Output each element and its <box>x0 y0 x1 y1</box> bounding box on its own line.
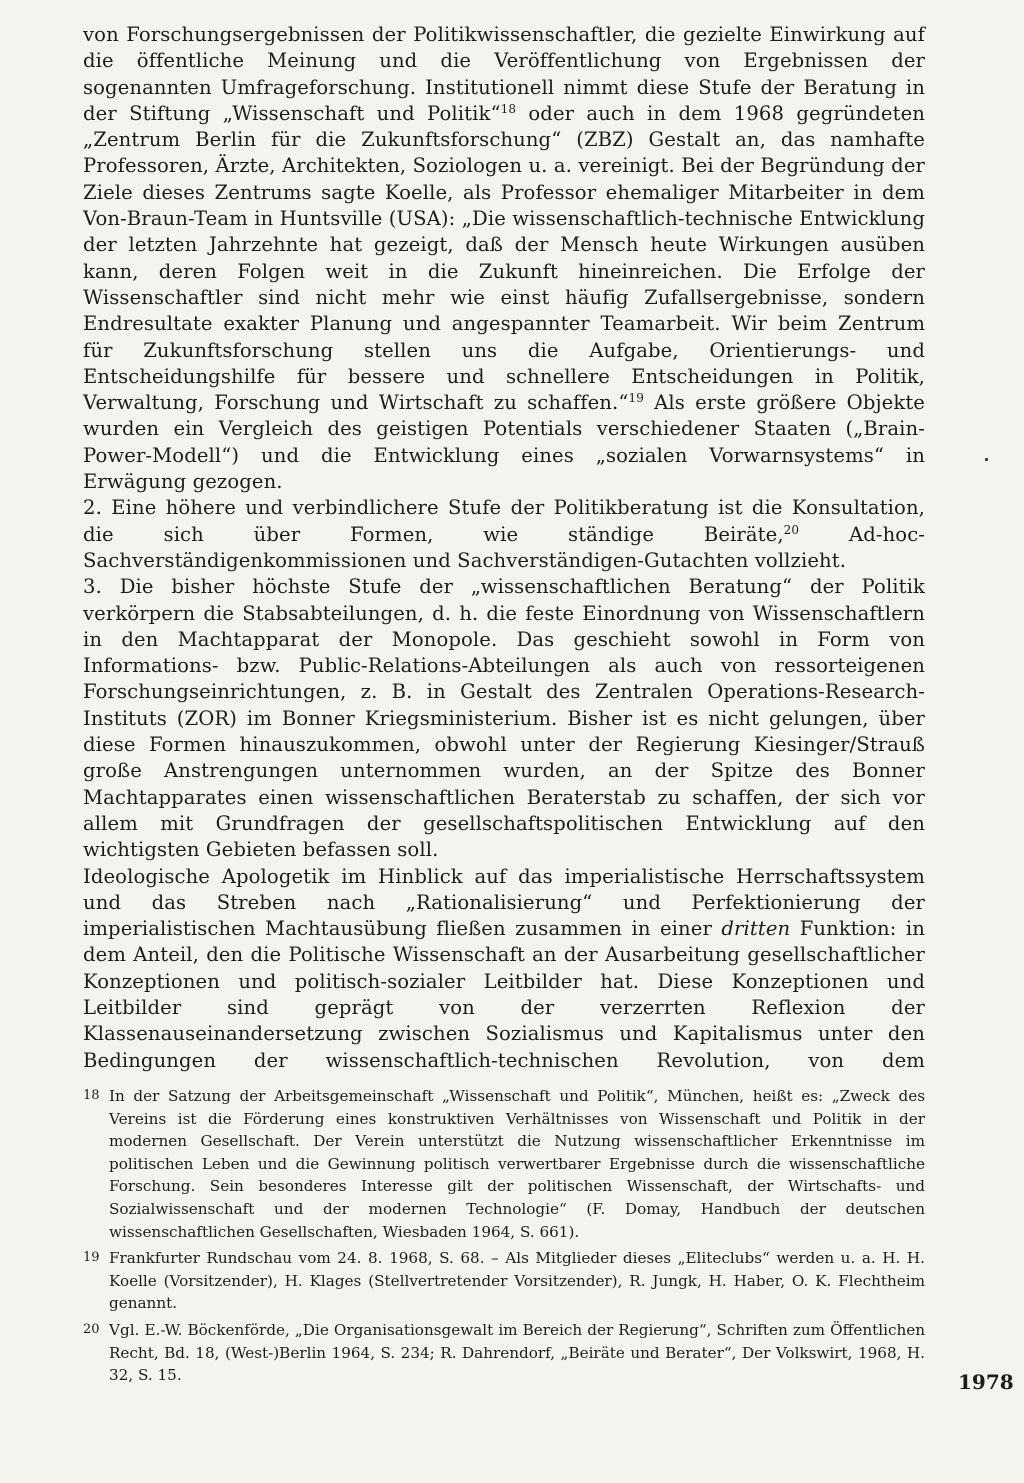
paragraph <box>83 495 925 574</box>
footnote <box>83 1319 925 1387</box>
margin-mark <box>985 458 988 461</box>
text-run: oder auch in dem 1968 gegründeten „Zentrum Berlin für die Zukunftsforschung“ (ZBZ) Gestalt an, das namhafte Professoren, Ärzte, Architekten, Soziologen u. a. vereinigt. Bei der Begründung der Ziele dieses Zentrums sagte Koelle, als Professor ehemaliger Mitarbeiter in dem Von-Braun-Team in Huntsville (USA): „Die wissenschaftlich-technische Entwicklung der letzten Jahrzehnte hat gezeigt, daß der Mensch heute Wirkungen ausüben kann, deren Folgen weit in die Zukunft hineinreichen. Die Erfolge der Wissenschaftler sind nicht mehr wie einst häufig Zufallsergebnisse, sondern Endresultate exakter Planung und angespannter Teamarbeit. Wir beim Zentrum für Zukunftsforschung stellen uns die Aufgabe, Orientierungs- und Entscheidungshilfe für bessere und schnellere Entscheidungen in Politik, Verwaltung, Forschung und Wirtschaft zu schaffen.“ <box>83 101 925 415</box>
page-body <box>83 22 925 1074</box>
footnote-reference: 18 <box>500 101 517 116</box>
footnote-reference: 19 <box>628 391 644 406</box>
paragraph <box>83 574 925 863</box>
footnote-number: 18 <box>83 1088 100 1103</box>
text-run: 2. Eine höhere und verbindlichere Stufe der Politikberatung ist die Konsultation, die sich über Formen, wie ständige Beiräte, <box>83 496 925 546</box>
page-number: 1978 <box>958 1370 1014 1394</box>
text-run: Funktion: in dem Anteil, den die Politische Wissenschaft an der Ausarbeitung gesellschaftlicher Konzeptionen und politisch-sozialer Leitbilder hat. Diese Konzeptionen und Leitbilder sind geprägt von der verzerrten Reflexion der Klassenauseinandersetzung zwischen Sozialismus und Kapitalismus unter den Bedingungen der wissenschaftlich-technischen Revolution, von dem <box>83 917 925 1072</box>
footnote-reference: 20 <box>783 522 800 537</box>
footnotes <box>83 1085 925 1391</box>
footnote-number: 19 <box>83 1250 100 1266</box>
text-run: Als erste größere Objekte wurden ein Vergleich des geistigen Potentials verschiedener Staaten („Brain-Power-Modell“) und die Entwicklung eines „sozialen Vorwarnsystems“ in Erwägung gezogen. <box>83 391 925 494</box>
text-run: Ad-hoc-Sachverständigenkommissionen und Sachverständigen-Gutachten vollzieht. <box>83 522 925 572</box>
footnote-text: Vgl. E.-W. Böckenförde, „Die Organisationsgewalt im Bereich der Regierung“, Schriften zum Öffentlichen Recht, Bd. 18, (West-)Berlin 1964, S. 234; R. Dahrendorf, „Beiräte und Berater“, Der Volkswirt, 1968, H. 32, S. 15. <box>109 1320 925 1385</box>
text-run: 3. Die bisher höchste Stufe der „wissenschaftlichen Beratung“ der Politik verkörpern die Stabsabteilungen, d. h. die feste Einordnung von Wissenschaftlern in den Machtapparat der Monopole. Das geschieht sowohl in Form von Informations- bzw. Public-Relations-Abteilungen als auch von ressorteigenen Forschungseinrichtungen, z. B. in Gestalt des Zentralen Operations-Research-Instituts (ZOR) im Bonner Kriegsministerium. Bisher ist es nicht gelungen, über diese Formen hinauszukommen, obwohl unter der Regierung Kiesinger/Strauß große Anstrengungen unternommen wurden, an der Spitze des Bonner Machtapparates einen wissenschaftlichen Beraterstab zu schaffen, der sich vor allem mit Grundfragen der gesellschaftspolitischen Entwicklung auf den wichtigsten Gebieten befassen soll. <box>83 575 925 862</box>
paragraph <box>83 22 925 495</box>
body-text <box>83 22 925 1074</box>
emphasis: dritten <box>721 917 791 941</box>
text-run: von Forschungsergebnissen der Politikwissenschaftler, die gezielte Einwirkung auf die öffentliche Meinung und die Veröffentlichung von Ergebnissen der sogenannten Umfrageforschung. Institutionell nimmt diese Stufe der Beratung in der Stiftung „Wissenschaft und Politik“ <box>83 23 925 125</box>
footnote-text: Frankfurter Rundschau vom 24. 8. 1968, S. 68. – Als Mitglieder dieses „Eliteclubs“ werden u. a. H. H. Koelle (Vorsitzender), H. Klages (Stellvertretender Vorsitzender), R. Jungk, H. Haber, O. K. Flechtheim genannt. <box>109 1249 925 1313</box>
text-run: Ideologische Apologetik im Hinblick auf das imperialistische Herrschaftssystem und das Streben nach „Rationalisierung“ und Perfektionierung der imperialistischen Machtausübung fließen zusammen in einer <box>83 864 925 941</box>
paragraph <box>83 864 925 1074</box>
footnote-text: In der Satzung der Arbeitsgemeinschaft „Wissenschaft und Politik“, München, heißt es: „Zweck des Vereins ist die Förderung eines konstruktiven Verhältnisses von Wissenschaft und Politik in der modernen Gesellschaft. Der Verein unterstützt die Nutzung wissenschaftlicher Erkenntnisse im politischen Leben und die Gewinnung politisch verwertbarer Ergebnisse durch die wissenschaftliche Forschung. Sein besonderes Interesse gilt der politischen Wissenschaft, der Wirtschafts- und Sozialwissenschaft und der modernen Technologie“ (F. Domay, Handbuch der deutschen wissenschaftlichen Gesellschaften, Wiesbaden 1964, S. 661). <box>109 1087 925 1241</box>
footnote <box>83 1085 925 1243</box>
footnote-number: 20 <box>83 1321 100 1337</box>
footnote <box>83 1247 925 1315</box>
